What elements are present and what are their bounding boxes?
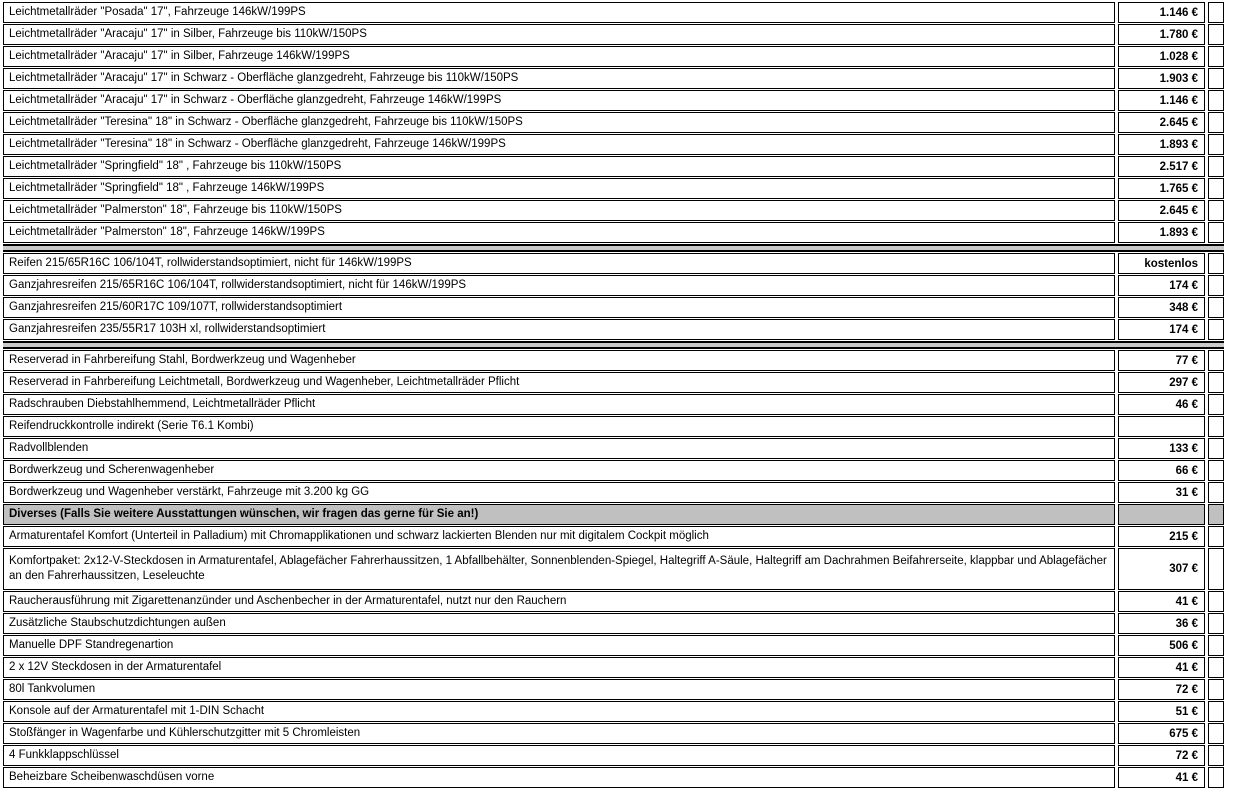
item-price: 675 € <box>1118 723 1205 744</box>
extra-column-cell <box>1208 2 1224 23</box>
table-row <box>3 112 1235 133</box>
table-row <box>3 548 1235 590</box>
extra-column-cell <box>1208 548 1224 590</box>
item-price: 307 € <box>1118 548 1205 590</box>
item-description: 80l Tankvolumen <box>3 679 1115 700</box>
table-row <box>3 156 1235 177</box>
item-description: Radschrauben Diebstahlhemmend, Leichtmetallräder Pflicht <box>3 394 1115 415</box>
item-description: Ganzjahresreifen 215/60R17C 109/107T, rollwiderstandsoptimiert <box>3 297 1115 318</box>
table-row <box>3 723 1235 744</box>
item-description: Armaturentafel Komfort (Unterteil in Palladium) mit Chromapplikationen und schwarz lackierten Blenden nur mit digitalem Cockpit möglich <box>3 526 1115 547</box>
item-description: 2 x 12V Steckdosen in der Armaturentafel <box>3 657 1115 678</box>
item-price: 66 € <box>1118 460 1205 481</box>
item-price: 1.903 € <box>1118 68 1205 89</box>
item-description: Leichtmetallräder "Teresina" 18" in Schwarz - Oberfläche glanzgedreht, Fahrzeuge 146kW/199PS <box>3 134 1115 155</box>
item-description: Leichtmetallräder "Springfield" 18" , Fahrzeuge bis 110kW/150PS <box>3 156 1115 177</box>
item-description: Reifendruckkontrolle indirekt (Serie T6.1 Kombi) <box>3 416 1115 437</box>
item-description: Leichtmetallräder "Aracaju" 17" in Silber, Fahrzeuge bis 110kW/150PS <box>3 24 1115 45</box>
item-description: Leichtmetallräder "Aracaju" 17" in Schwarz - Oberfläche glanzgedreht, Fahrzeuge bis 110kW/150PS <box>3 68 1115 89</box>
item-price: 1.765 € <box>1118 178 1205 199</box>
item-price: 41 € <box>1118 657 1205 678</box>
table-row <box>3 2 1235 23</box>
item-description: Bordwerkzeug und Wagenheber verstärkt, Fahrzeuge mit 3.200 kg GG <box>3 482 1115 503</box>
extra-column-cell <box>1208 657 1224 678</box>
table-row <box>3 134 1235 155</box>
item-description: Leichtmetallräder "Teresina" 18" in Schwarz - Oberfläche glanzgedreht, Fahrzeuge bis 110kW/150PS <box>3 112 1115 133</box>
item-price: 2.645 € <box>1118 112 1205 133</box>
table-row <box>3 253 1235 274</box>
section-separator <box>3 341 1224 349</box>
extra-column-cell <box>1208 460 1224 481</box>
extra-column-cell <box>1208 504 1224 525</box>
item-price: 77 € <box>1118 350 1205 371</box>
item-price: 2.517 € <box>1118 156 1205 177</box>
table-row <box>3 46 1235 67</box>
item-price: 72 € <box>1118 745 1205 766</box>
extra-column-cell <box>1208 526 1224 547</box>
extra-column-cell <box>1208 767 1224 788</box>
section-header-label: Diverses (Falls Sie weitere Ausstattungen wünschen, wir fragen das gerne für Sie an!) <box>3 504 1115 525</box>
table-row <box>3 297 1235 318</box>
extra-column-cell <box>1208 679 1224 700</box>
section-separator <box>3 244 1224 252</box>
extra-column-cell <box>1208 112 1224 133</box>
table-row <box>3 438 1235 459</box>
table-row <box>3 350 1235 371</box>
section-header-diverses <box>3 504 1235 525</box>
extra-column-cell <box>1208 394 1224 415</box>
item-description: Bordwerkzeug und Scherenwagenheber <box>3 460 1115 481</box>
table-row <box>3 90 1235 111</box>
extra-column-cell <box>1208 46 1224 67</box>
item-price: 1.893 € <box>1118 222 1205 243</box>
item-description: Reserverad in Fahrbereifung Leichtmetall, Bordwerkzeug und Wagenheber, Leichtmetallräder Pflicht <box>3 372 1115 393</box>
item-price: 1.893 € <box>1118 134 1205 155</box>
table-row <box>3 460 1235 481</box>
item-description: Ganzjahresreifen 235/55R17 103H xl, rollwiderstandsoptimiert <box>3 319 1115 340</box>
item-price <box>1118 416 1205 437</box>
item-price: 46 € <box>1118 394 1205 415</box>
extra-column-cell <box>1208 416 1224 437</box>
table-row <box>3 657 1235 678</box>
extra-column-cell <box>1208 200 1224 221</box>
table-row <box>3 200 1235 221</box>
item-description: Leichtmetallräder "Posada" 17", Fahrzeuge 146kW/199PS <box>3 2 1115 23</box>
item-price: 31 € <box>1118 482 1205 503</box>
item-description: Konsole auf der Armaturentafel mit 1-DIN Schacht <box>3 701 1115 722</box>
item-price: 133 € <box>1118 438 1205 459</box>
item-description: Reifen 215/65R16C 106/104T, rollwiderstandsoptimiert, nicht für 146kW/199PS <box>3 253 1115 274</box>
table-row <box>3 745 1235 766</box>
item-price: 72 € <box>1118 679 1205 700</box>
section-header-price-cell <box>1118 504 1205 525</box>
item-price: 41 € <box>1118 591 1205 612</box>
extra-column-cell <box>1208 253 1224 274</box>
item-description: Beheizbare Scheibenwaschdüsen vorne <box>3 767 1115 788</box>
item-description: Leichtmetallräder "Aracaju" 17" in Silber, Fahrzeuge 146kW/199PS <box>3 46 1115 67</box>
table-row <box>3 767 1235 788</box>
item-price: 1.028 € <box>1118 46 1205 67</box>
table-row <box>3 222 1235 243</box>
item-description: Stoßfänger in Wagenfarbe und Kühlerschutzgitter mit 5 Chromleisten <box>3 723 1115 744</box>
table-row <box>3 275 1235 296</box>
table-row <box>3 319 1235 340</box>
extra-column-cell <box>1208 745 1224 766</box>
extra-column-cell <box>1208 701 1224 722</box>
extra-column-cell <box>1208 482 1224 503</box>
item-description: Zusätzliche Staubschutzdichtungen außen <box>3 613 1115 634</box>
extra-column-cell <box>1208 90 1224 111</box>
table-row <box>3 635 1235 656</box>
table-row <box>3 526 1235 547</box>
item-price: 215 € <box>1118 526 1205 547</box>
extra-column-cell <box>1208 134 1224 155</box>
table-row <box>3 613 1235 634</box>
extra-column-cell <box>1208 156 1224 177</box>
extra-column-cell <box>1208 24 1224 45</box>
item-description: Leichtmetallräder "Palmerston" 18", Fahrzeuge 146kW/199PS <box>3 222 1115 243</box>
item-price: 1.780 € <box>1118 24 1205 45</box>
extra-column-cell <box>1208 723 1224 744</box>
item-price: 41 € <box>1118 767 1205 788</box>
item-description: 4 Funkklappschlüssel <box>3 745 1115 766</box>
table-row <box>3 591 1235 612</box>
item-price: 36 € <box>1118 613 1205 634</box>
extra-column-cell <box>1208 178 1224 199</box>
table-row <box>3 24 1235 45</box>
item-description: Raucherausführung mit Zigarettenanzünder und Aschenbecher in der Armaturentafel, nutzt nur den Rauchern <box>3 591 1115 612</box>
item-price: kostenlos <box>1118 253 1205 274</box>
extra-column-cell <box>1208 297 1224 318</box>
item-description: Leichtmetallräder "Springfield" 18" , Fahrzeuge 146kW/199PS <box>3 178 1115 199</box>
extra-column-cell <box>1208 68 1224 89</box>
item-price: 297 € <box>1118 372 1205 393</box>
item-description: Manuelle DPF Standregenartion <box>3 635 1115 656</box>
item-price: 2.645 € <box>1118 200 1205 221</box>
item-description: Leichtmetallräder "Aracaju" 17" in Schwarz - Oberfläche glanzgedreht, Fahrzeuge 146kW/199PS <box>3 90 1115 111</box>
item-price: 174 € <box>1118 275 1205 296</box>
extra-column-cell <box>1208 275 1224 296</box>
table-row <box>3 416 1235 437</box>
table-row <box>3 178 1235 199</box>
table-row <box>3 68 1235 89</box>
table-row <box>3 482 1235 503</box>
item-price: 506 € <box>1118 635 1205 656</box>
item-price: 51 € <box>1118 701 1205 722</box>
extra-column-cell <box>1208 372 1224 393</box>
extra-column-cell <box>1208 222 1224 243</box>
extra-column-cell <box>1208 591 1224 612</box>
item-description: Radvollblenden <box>3 438 1115 459</box>
table-row <box>3 372 1235 393</box>
item-description: Ganzjahresreifen 215/65R16C 106/104T, rollwiderstandsoptimiert, nicht für 146kW/199PS <box>3 275 1115 296</box>
item-price: 1.146 € <box>1118 90 1205 111</box>
extra-column-cell <box>1208 319 1224 340</box>
item-description: Leichtmetallräder "Palmerston" 18", Fahrzeuge bis 110kW/150PS <box>3 200 1115 221</box>
extra-column-cell <box>1208 350 1224 371</box>
item-price: 1.146 € <box>1118 2 1205 23</box>
item-price: 174 € <box>1118 319 1205 340</box>
table-row <box>3 394 1235 415</box>
item-price: 348 € <box>1118 297 1205 318</box>
extra-column-cell <box>1208 635 1224 656</box>
table-row <box>3 679 1235 700</box>
table-row <box>3 701 1235 722</box>
extra-column-cell <box>1208 613 1224 634</box>
extra-column-cell <box>1208 438 1224 459</box>
item-description: Komfortpaket: 2x12-V-Steckdosen in Armaturentafel, Ablagefächer Fahrerhaussitzen, 1 Abfallbehälter, Sonnenblenden-Spiegel, Haltegriff A-Säule, Haltegriff am Dachrahmen Beifahrerseite, klappbar und Ablagefächer an den Fahrerhaussitzen, Leseleuchte <box>3 548 1115 590</box>
item-description: Reserverad in Fahrbereifung Stahl, Bordwerkzeug und Wagenheber <box>3 350 1115 371</box>
